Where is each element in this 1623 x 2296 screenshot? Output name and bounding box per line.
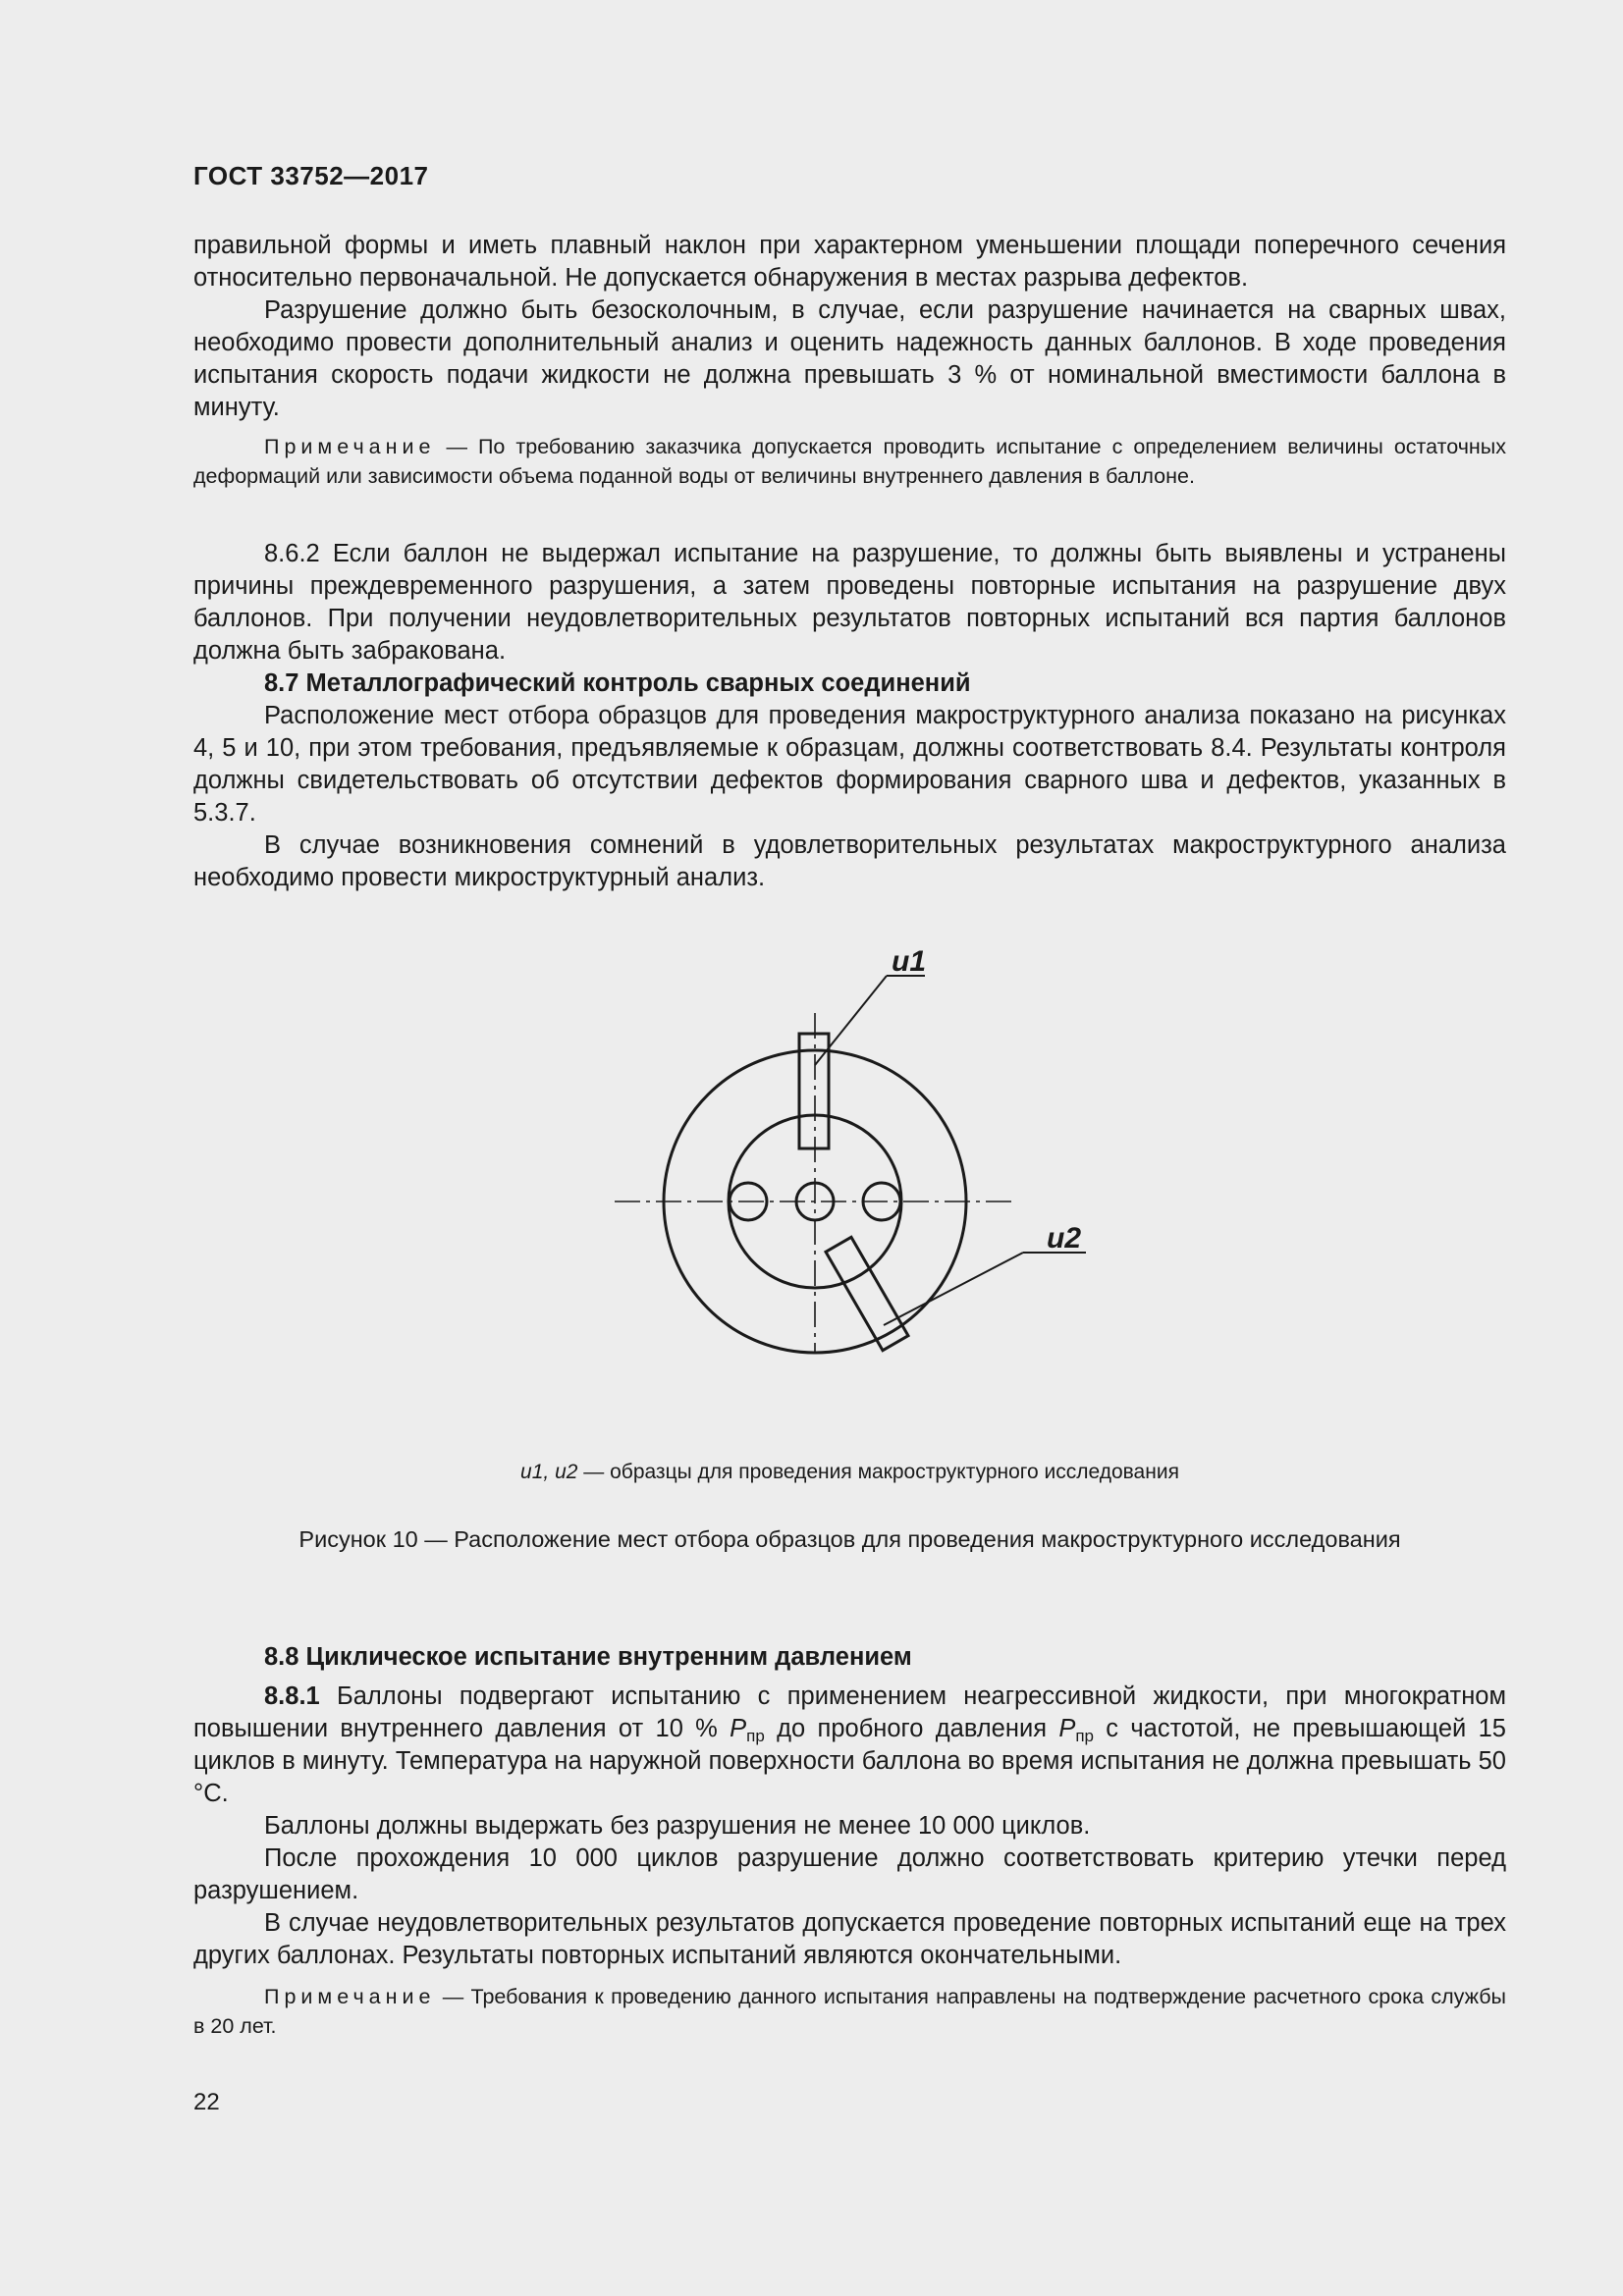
text-block-intro	[193, 230, 1506, 491]
paragraph: В случае неудовлетворительных результатов допускается проведение повторных испытаний еще на трех других баллонах. Результаты повторных испытаний являются окончательными.	[193, 1909, 1506, 1969]
legend-text: — образцы для проведения макроструктурного исследования	[577, 1461, 1179, 1483]
label-u1: u1	[892, 945, 927, 978]
text-block-section-87	[193, 538, 1506, 894]
symbol-P: P	[730, 1715, 747, 1742]
paragraph: Разрушение должно быть безосколочным, в случае, если разрушение начинается на сварных швах, необходимо провести дополнительный анализ и оценить надежность данных баллонов. В ходе проведения испытания скорость подачи жидкости не должна превышать 3 % от номинальной вместимости баллона в минуту.	[193, 296, 1506, 421]
clause-number: 8.8.1	[264, 1682, 320, 1710]
paragraph: В случае возникновения сомнений в удовлетворительных результатах макроструктурного анализа необходимо провести микроструктурный анализ.	[193, 831, 1506, 891]
leader-u1	[815, 976, 887, 1065]
paragraph-8-6-2: 8.6.2 Если баллон не выдержал испытание на разрушение, то должны быть выявлены и устранены причины преждевременного разрушения, а затем проведены повторные испытания на разрушение двух баллонов. При получении неудовлетворительных результатов повторных испытаний вся партия баллонов должна быть забракована.	[193, 540, 1506, 665]
sample-u2-rect	[826, 1237, 908, 1350]
note-text: — По требованию заказчика допускается проводить испытание с определением величины остаточных деформаций или зависимости объема поданной воды от величины внутреннего давления в баллоне.	[193, 435, 1506, 488]
note	[193, 1982, 1506, 2041]
label-u2: u2	[1047, 1222, 1082, 1255]
legend-symbols: u1, u2	[520, 1461, 578, 1483]
paragraph-text: с частотой, не превышающей 15 циклов в минуту. Температура на наружной поверхности баллона во время испытания не должна превышать 50 °С.	[193, 1715, 1506, 1807]
text-block-section-88	[193, 1641, 1506, 2041]
paragraph-text: Баллоны подвергают испытанию с применением неагрессивной жидкости, при многократном повышении внутреннего давления от 10 %	[193, 1682, 1506, 1742]
paragraph-8-8-1	[193, 1681, 1506, 1810]
section-heading-8-8: 8.8 Циклическое испытание внутренним давлением	[264, 1643, 912, 1671]
symbol-P: P	[1058, 1715, 1076, 1742]
figure-caption: Рисунок 10 — Расположение мест отбора образцов для проведения макроструктурного исследования	[298, 1526, 1401, 1552]
note	[193, 432, 1506, 491]
paragraph: правильной формы и иметь плавный наклон при характерном уменьшении площади поперечного сечения относительно первоначальной. Не допускается обнаружения в местах разрыва дефектов.	[193, 232, 1506, 292]
section-heading-8-7: 8.7 Металлографический контроль сварных соединений	[264, 669, 971, 697]
figure-10-diagram	[609, 933, 1100, 1423]
paragraph-text: до пробного давления	[764, 1715, 1059, 1742]
document-header: ГОСТ 33752—2017	[193, 161, 429, 190]
subscript-pr: пр	[1075, 1727, 1094, 1745]
paragraph: Расположение мест отбора образцов для проведения макроструктурного анализа показано на рисунках 4, 5 и 10, при этом требования, предъявляемые к образцам, должны соответствовать 8.4. Результаты контроля должны свидетельствовать об отсутствии дефектов формирования сварного шва и дефектов, указанных в 5.3.7.	[193, 702, 1506, 827]
subscript-pr: пр	[746, 1727, 765, 1745]
paragraph: После прохождения 10 000 циклов разрушение должно соответствовать критерию утечки перед разрушением.	[193, 1844, 1506, 1904]
paragraph: Баллоны должны выдержать без разрушения не менее 10 000 циклов.	[264, 1812, 1091, 1840]
page-number: 22	[193, 2089, 220, 2115]
note-text: — Требования к проведению данного испытания направлены на подтверждение расчетного срока службы в 20 лет.	[193, 1985, 1506, 2038]
note-label: Примечание	[264, 1985, 436, 2008]
note-label: Примечание	[264, 435, 436, 458]
figure-legend	[193, 1459, 1506, 1486]
